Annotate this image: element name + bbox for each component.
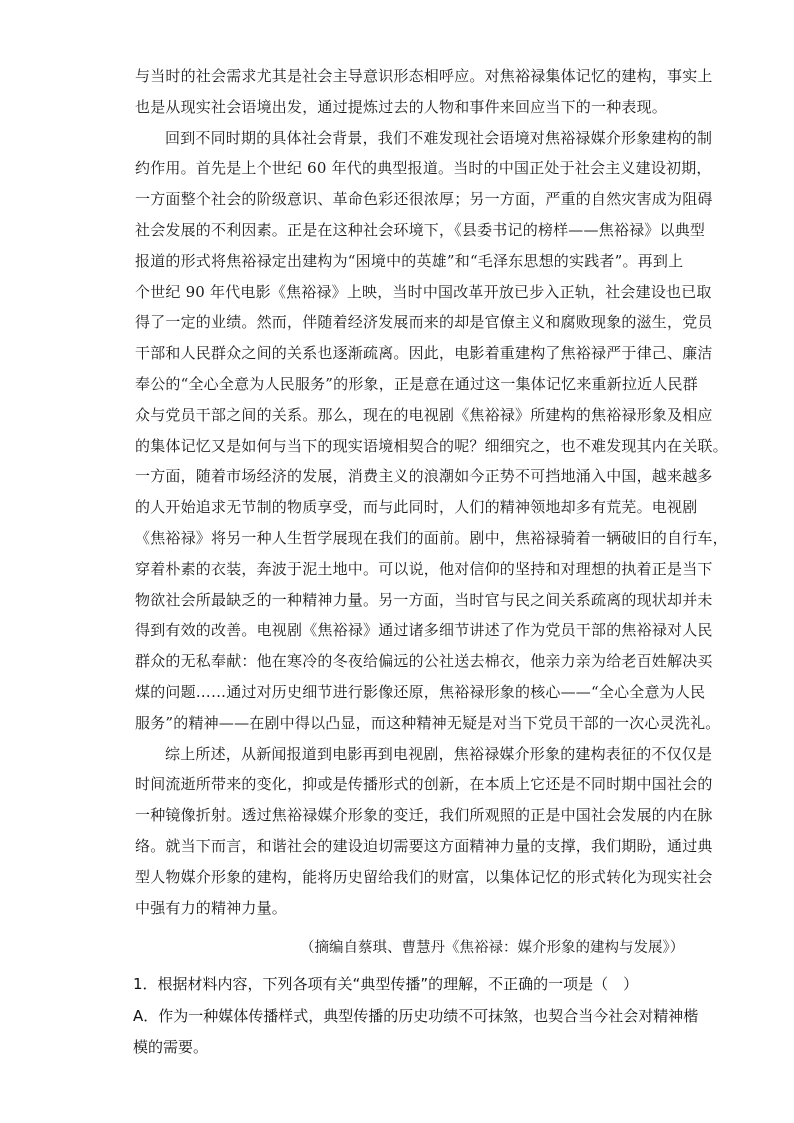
option-a-line: A．作为一种媒体传播样式，典型传播的历史功绩不可抹煞，也契合当今社会对精神楷 (133, 1007, 699, 1025)
article-source-citation: （摘编自蔡琪、曹慧丹《焦裕禄：媒介形象的建构与发展》） (300, 940, 685, 956)
article-body (135, 61, 728, 923)
article-line: 中强有力的精神力量。 (135, 898, 288, 917)
article-line: 一方面整个社会的阶级意识、革命色彩还很浓厚；另一方面，严重的自然灾害成为阻碍 (135, 190, 713, 209)
article-line: 穿着朴素的衣装，奔波于泥土地中。可以说，他对信仰的坚持和对理想的执着正是当下 (135, 559, 713, 578)
article-line: 服务”的精神——在剧中得以凸显，而这种精神无疑是对当下党员干部的一次心灵洗礼。 (135, 713, 721, 732)
question-title: 1．根据材料内容，下列各项有关“典型传播”的理解，不正确的一项是（ ） (133, 975, 639, 993)
paragraph-start-line: 综上所述，从新闻报道到电影再到电视剧，焦裕禄媒介形象的建构表征的不仅仅是 (165, 744, 713, 763)
article-line: 时间流逝所带来的变化，抑或是传播形式的创新，在本质上它还是不同时期中国社会的 (135, 775, 713, 794)
article-line: 社会发展的不利因素。正是在这种社会环境下，《县委书记的榜样——焦裕禄》以典型 (135, 220, 706, 239)
article-line: 得到有效的改善。电视剧《焦裕禄》通过诸多细节讲述了作为党员干部的焦裕禄对人民 (135, 621, 713, 640)
paragraph-start-line: 回到不同时期的具体社会背景，我们不难发现社会语境对焦裕禄媒介形象建构的制 (165, 128, 713, 147)
article-line: 煤的问题……通过对历史细节进行影像还原，焦裕禄形象的核心——“全心全意为人民 (135, 682, 706, 701)
article-line: 个世纪 90 年代电影《焦裕禄》上映，当时中国改革开放已步入正轨，社会建设也已取 (135, 282, 712, 301)
article-line: 一方面，随着市场经济的发展，消费主义的浪潮如今正势不可挡地涌入中国，越来越多 (135, 467, 713, 486)
article-line: 一种镜像折射。透过焦裕禄媒介形象的变迁，我们所观照的正是中国社会发展的内在脉 (135, 806, 713, 825)
article-line: 约作用。首先是上个世纪 60 年代的典型报道。当时的中国正处于社会主义建设初期， (135, 159, 712, 178)
article-line: 也是从现实社会语境出发，通过提炼过去的人物和事件来回应当下的一种表现。 (135, 97, 668, 116)
article-line: 的人开始追求无节制的物质享受，而与此同时，人们的精神领地却多有荒芜。电视剧 (135, 498, 698, 517)
option-a-line: 模的需要。 (133, 1038, 209, 1056)
article-line: 物欲社会所最缺乏的一种精神力量。另一方面，当时官与民之间关系疏离的现状却并未 (135, 590, 713, 609)
article-line: 型人物媒介形象的建构，能将历史留给我们的财富，以集体记忆的形式转化为现实社会 (135, 867, 713, 886)
article-line: 奉公的“全心全意为人民服务”的形象，正是意在通过这一集体记忆来重新拉近人民群 (135, 374, 698, 393)
article-line: 得了一定的业绩。然而，伴随着经济发展而来的却是官僚主义和腐败现象的滋生，党员 (135, 313, 713, 332)
article-line: 众与党员干部之间的关系。那么，现在的电视剧《焦裕禄》所建构的焦裕禄形象及相应 (135, 405, 713, 424)
article-line: 报道的形式将焦裕禄定出建构为“困境中的英雄”和“毛泽东思想的实践者”。再到上 (135, 251, 684, 270)
article-line: 《焦裕禄》将另一种人生哲学展现在我们的面前。剧中，焦裕禄骑着一辆破旧的自行车， (135, 528, 728, 547)
article-line: 群众的无私奉献：他在寒冷的冬夜给偏远的公社送去棉衣，他亲力亲为给老百姓解决买 (135, 652, 713, 671)
article-line: 的集体记忆又是如何与当下的现实语境相契合的呢？细细究之，也不难发现其内在关联。 (135, 436, 728, 455)
article-line: 络。就当下而言，和谐社会的建设迫切需要这方面精神力量的支撑，我们期盼，通过典 (135, 836, 713, 855)
article-line: 与当时的社会需求尤其是社会主导意识形态相呼应。对焦裕禄集体记忆的建构，事实上 (135, 67, 713, 85)
answer-option-a (133, 1001, 699, 1063)
article-line: 干部和人民群众之间的关系也逐渐疏离。因此，电影着重建构了焦裕禄严于律己、廉洁 (135, 344, 713, 363)
